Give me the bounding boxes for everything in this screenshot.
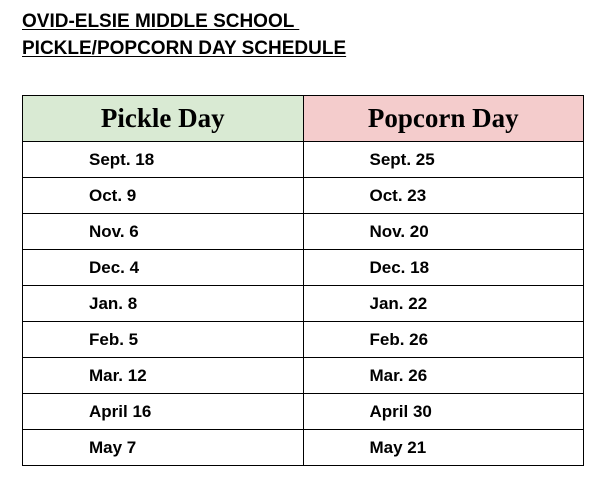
header-row (23, 96, 584, 142)
school-name: OVID-ELSIE MIDDLE SCHOOL (22, 11, 300, 32)
table-row (23, 178, 584, 214)
popcorn-date: Dec. 18 (303, 250, 584, 286)
table-row (23, 322, 584, 358)
popcorn-date: May 21 (303, 430, 584, 466)
popcorn-day-header: Popcorn Day (303, 96, 584, 142)
popcorn-date: Sept. 25 (303, 142, 584, 178)
pickle-date: Mar. 12 (23, 358, 304, 394)
schedule-table (22, 95, 584, 466)
popcorn-date: Oct. 23 (303, 178, 584, 214)
table-row (23, 430, 584, 466)
pickle-day-header: Pickle Day (23, 96, 304, 142)
popcorn-date: Feb. 26 (303, 322, 584, 358)
pickle-date: Dec. 4 (23, 250, 304, 286)
table-row (23, 142, 584, 178)
popcorn-date: April 30 (303, 394, 584, 430)
table-row (23, 286, 584, 322)
schedule-title: PICKLE/POPCORN DAY SCHEDULE (22, 38, 347, 59)
pickle-date: Jan. 8 (23, 286, 304, 322)
table-row (23, 250, 584, 286)
pickle-date: April 16 (23, 394, 304, 430)
table-row (23, 394, 584, 430)
pickle-date: Feb. 5 (23, 322, 304, 358)
pickle-date: Sept. 18 (23, 142, 304, 178)
table-row (23, 358, 584, 394)
popcorn-date: Mar. 26 (303, 358, 584, 394)
pickle-date: May 7 (23, 430, 304, 466)
table-row (23, 214, 584, 250)
document-title (22, 8, 346, 62)
pickle-date: Nov. 6 (23, 214, 304, 250)
popcorn-date: Nov. 20 (303, 214, 584, 250)
popcorn-date: Jan. 22 (303, 286, 584, 322)
pickle-date: Oct. 9 (23, 178, 304, 214)
